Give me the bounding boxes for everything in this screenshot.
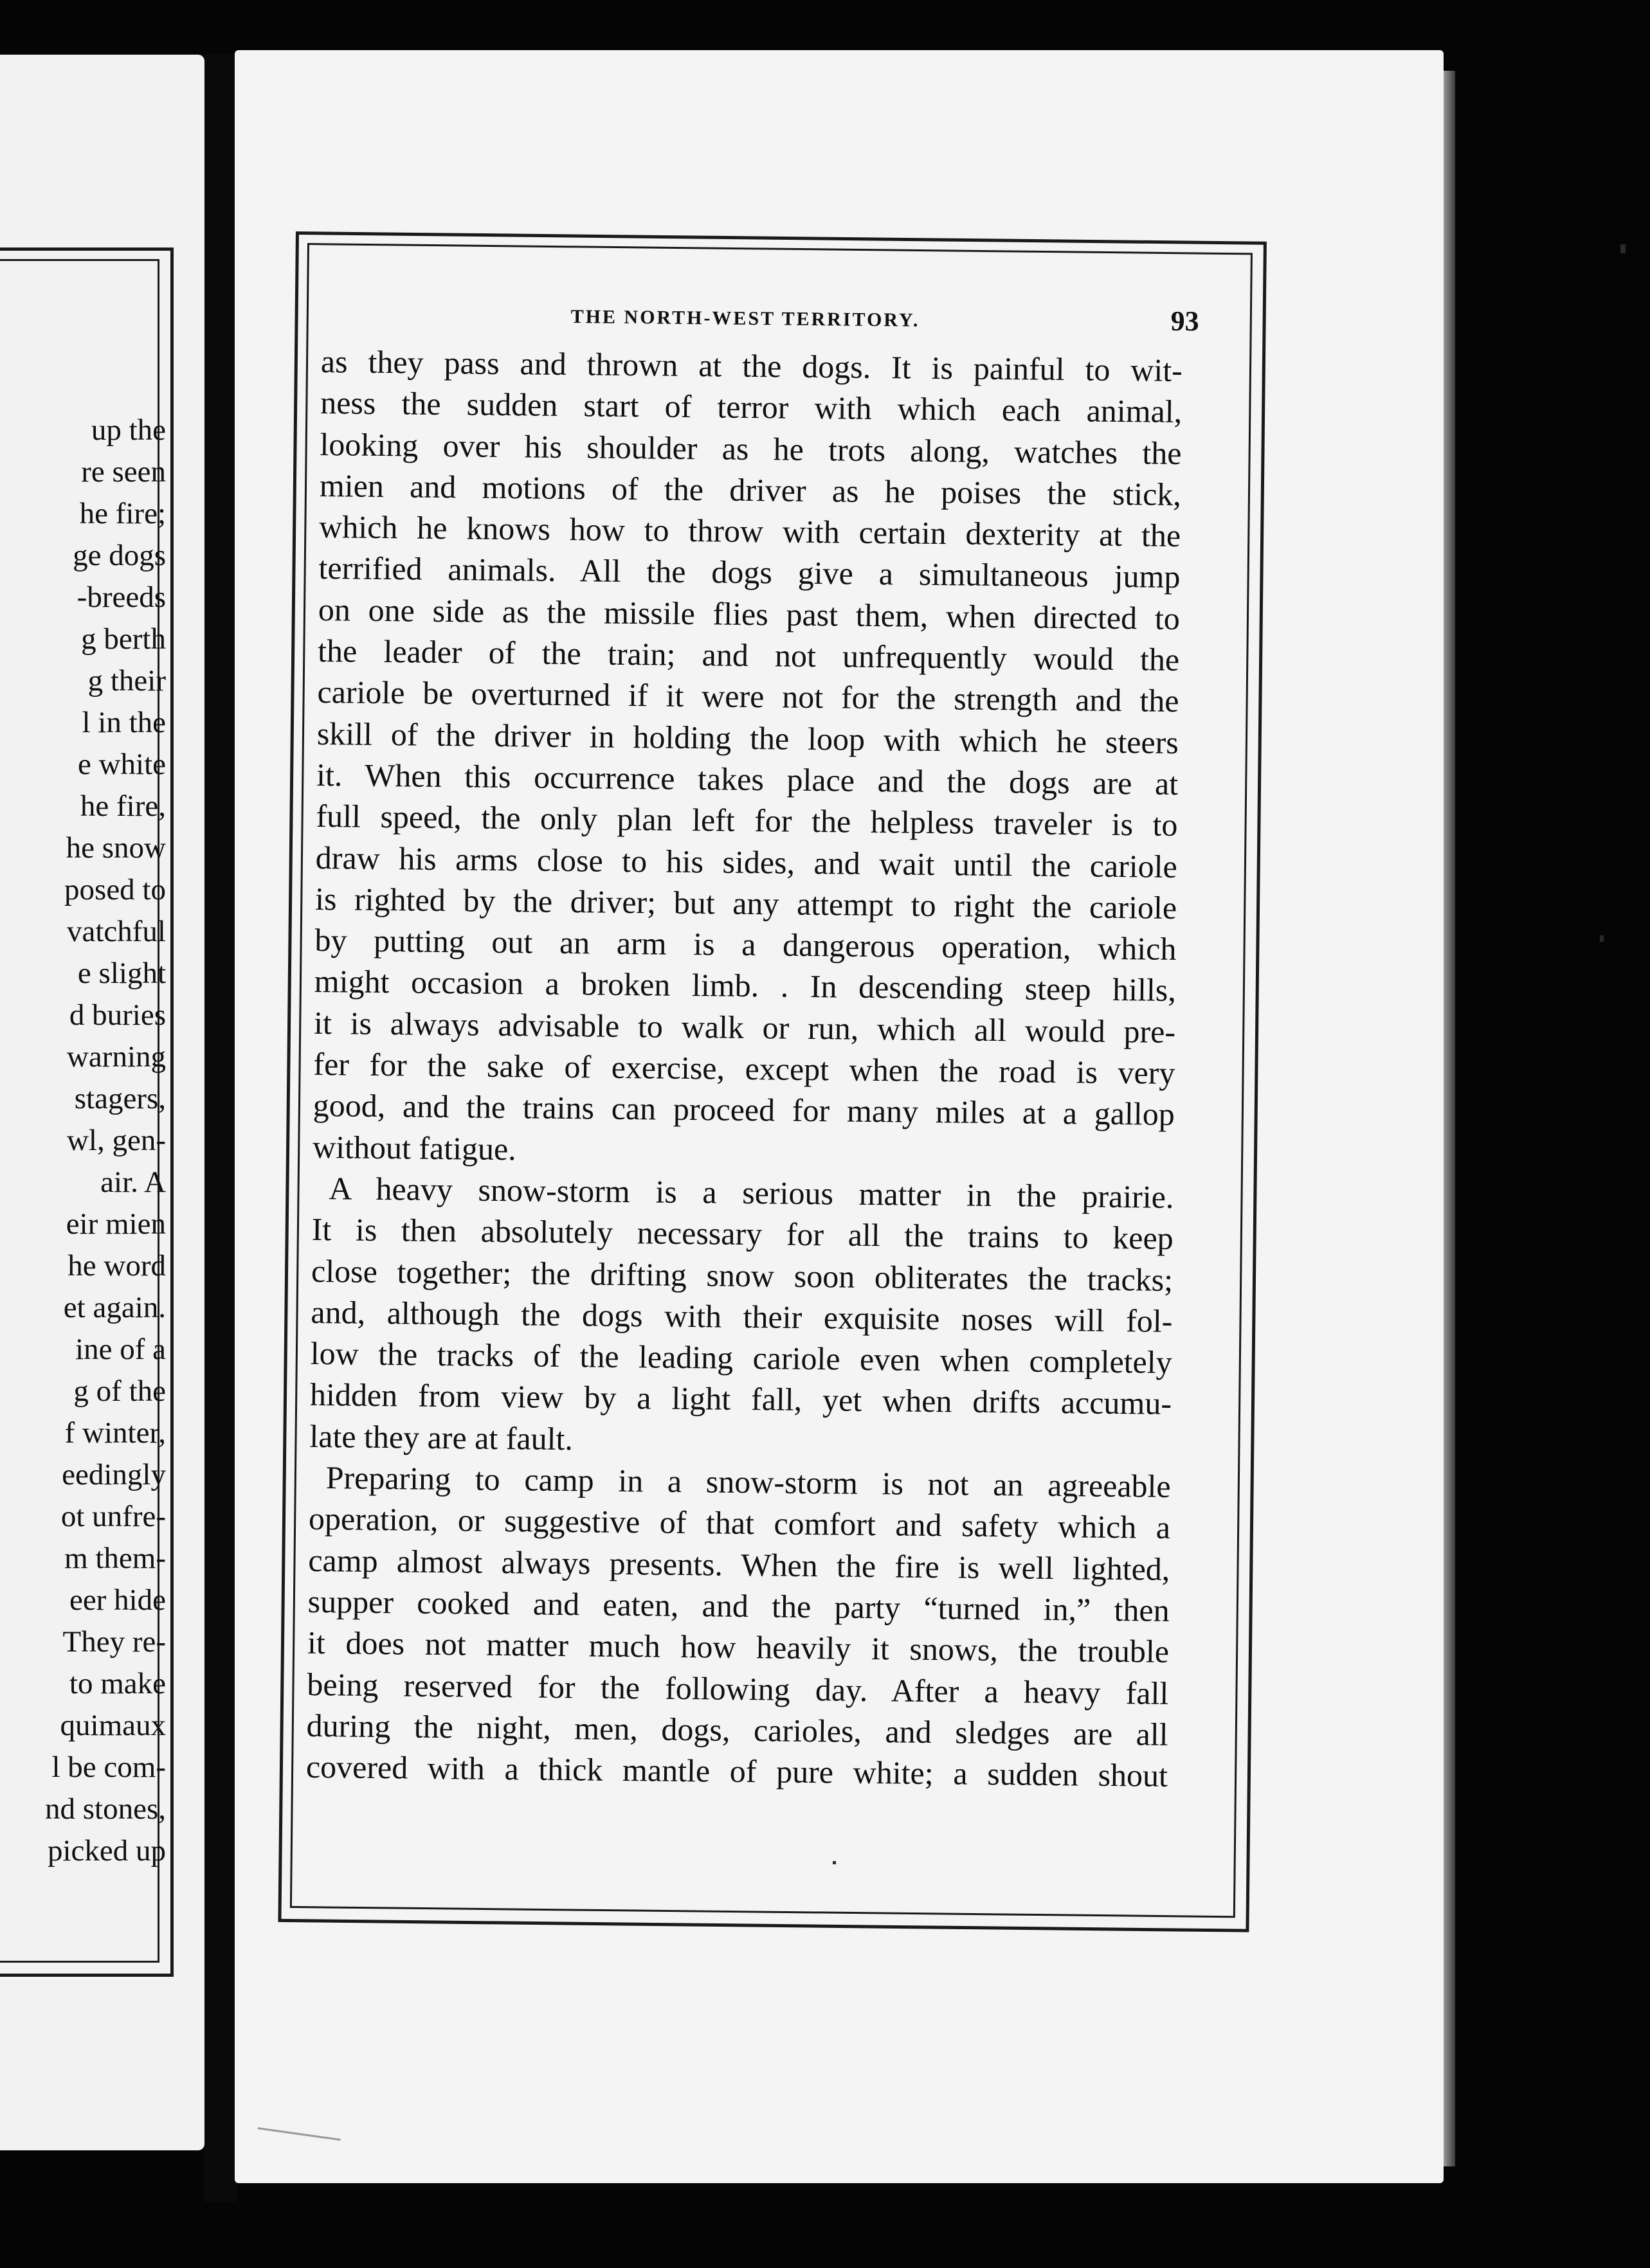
text-line: it. When this occurrence takes place and the dogs are at <box>316 756 1179 802</box>
left-page-line: up the <box>91 413 166 447</box>
left-page-line: stagers, <box>74 1082 166 1115</box>
text-line: mien and motions of the driver as he poises the stick, <box>319 467 1182 512</box>
left-page-line: nd stones, <box>45 1792 166 1826</box>
left-page-line: d buries <box>69 998 166 1032</box>
text-line: the leader of the train; and not unfrequently would the <box>317 633 1180 678</box>
text-line: hidden from view by a light fall, yet when drifts accumu- <box>309 1376 1172 1422</box>
left-page-line: to make <box>69 1667 166 1700</box>
left-page-line: quimaux <box>60 1709 166 1742</box>
text-line: it is always advisable to walk or run, which all would pre- <box>313 1004 1176 1050</box>
text-line: by putting out an arm is a dangerous operation, which <box>314 922 1177 968</box>
text-line: draw his arms close to his sides, and wait until the cariole <box>315 839 1178 885</box>
running-head: THE NORTH-WEST TERRITORY. <box>570 306 920 331</box>
text-line: and, although the dogs with their exquisite noses will fol- <box>311 1293 1173 1339</box>
left-page-line: wl, gen- <box>66 1124 166 1157</box>
left-page-text <box>0 410 166 1872</box>
text-line: late they are at fault. <box>309 1418 574 1457</box>
text-line: low the tracks of the leading cariole even when completely <box>310 1335 1172 1381</box>
text-line: Preparing to camp in a snow-storm is not an agreeable <box>325 1459 1171 1504</box>
text-line: during the night, men, dogs, carioles, and sledges are all <box>306 1707 1168 1752</box>
left-page-line: he fire; <box>79 497 166 530</box>
left-page-line: air. A <box>100 1166 166 1199</box>
left-page-line: et again. <box>63 1291 166 1324</box>
text-line: cariole be overturned if it were not for the strength and the <box>317 674 1179 719</box>
text-line: A heavy snow-storm is a serious matter in the prairie. <box>329 1170 1174 1215</box>
page-header <box>321 296 1199 350</box>
left-page-line: ine of a <box>75 1333 166 1366</box>
left-page-line: picked up <box>47 1834 166 1868</box>
left-page-line: f winter, <box>64 1416 166 1450</box>
left-page-line: warning <box>66 1040 166 1074</box>
page-text-block <box>305 296 1199 1796</box>
text-line: fer for the sake of exercise, except when the road is very <box>313 1045 1175 1092</box>
text-line: on one side as the missile flies past them, when directed to <box>318 591 1181 636</box>
book-gutter <box>204 55 237 2202</box>
text-line: covered with a thick mantle of pure white; a sudden shout <box>305 1748 1168 1794</box>
text-line: skill of the driver in holding the loop with which he steers <box>316 715 1179 760</box>
left-page-line: e slight <box>77 957 166 990</box>
page-number: 93 <box>1170 305 1199 338</box>
left-page-line: he fire, <box>80 789 166 823</box>
left-page-line: g their <box>87 664 166 698</box>
text-line: is righted by the driver; but any attempt to right the cariole <box>314 880 1177 926</box>
left-page-line: ge dogs <box>73 539 166 572</box>
text-line: as they pass and thrown at the dogs. It is painful to wit- <box>320 343 1183 389</box>
text-line: good, and the trains can proceed for many miles at a gallop <box>313 1087 1175 1133</box>
text-line: being reserved for the following day. After a heavy fall <box>307 1666 1169 1711</box>
left-page-line: vatchful <box>67 915 166 948</box>
left-page-line: eedingly <box>62 1458 166 1491</box>
left-page <box>0 55 204 2150</box>
page-edge <box>1444 71 1455 2166</box>
text-line: operation, or suggestive of that comfort and safety which a <box>308 1500 1171 1546</box>
left-page-line: eir mien <box>66 1207 166 1241</box>
left-page-line: g berth <box>81 622 166 656</box>
left-page-line: he snow <box>66 831 166 865</box>
text-line: camp almost always presents. When the fire is well lighted, <box>308 1542 1170 1587</box>
text-line: it does not matter much how heavily it snows, the trouble <box>307 1625 1170 1670</box>
body-text <box>306 341 1183 1796</box>
left-page-line: he word <box>68 1249 166 1282</box>
text-line: without fatigue. <box>312 1128 517 1167</box>
left-page-line: g of the <box>73 1374 166 1408</box>
left-page-line: -breeds <box>77 580 166 614</box>
left-page-line: They re- <box>62 1625 166 1659</box>
scan-speck <box>1600 935 1604 942</box>
text-line: terrified animals. All the dogs give a simultaneous jump <box>318 550 1181 595</box>
scan-speck <box>1620 244 1626 253</box>
text-line: which he knows how to throw with certain dexterity at the <box>318 509 1181 554</box>
left-page-line: posed to <box>64 873 166 906</box>
left-page-line: eer hide <box>69 1583 166 1617</box>
text-line: close together; the drifting snow soon obliterates the tracks; <box>311 1252 1174 1298</box>
text-line: supper cooked and eaten, and the party “turned in,” then <box>307 1583 1170 1628</box>
text-line: full speed, the only plan left for the helpless traveler is to <box>316 798 1178 843</box>
left-page-line: m them- <box>64 1542 166 1575</box>
text-line: ness the sudden start of terror with which each animal, <box>320 384 1183 430</box>
left-page-line: l in the <box>82 706 166 739</box>
text-line: looking over his shoulder as he trots along, watches the <box>320 426 1182 471</box>
left-page-line: ot unfre- <box>60 1500 166 1533</box>
text-line: might occasion a broken limb. . In descending steep hills, <box>314 963 1177 1009</box>
left-page-line: re seen <box>81 455 166 489</box>
text-line: It is then absolutely necessary for all the trains to keep <box>311 1211 1174 1257</box>
scan-speck <box>833 1861 836 1864</box>
left-page-line: l be com- <box>51 1751 166 1784</box>
left-page-line: e white <box>77 748 166 781</box>
